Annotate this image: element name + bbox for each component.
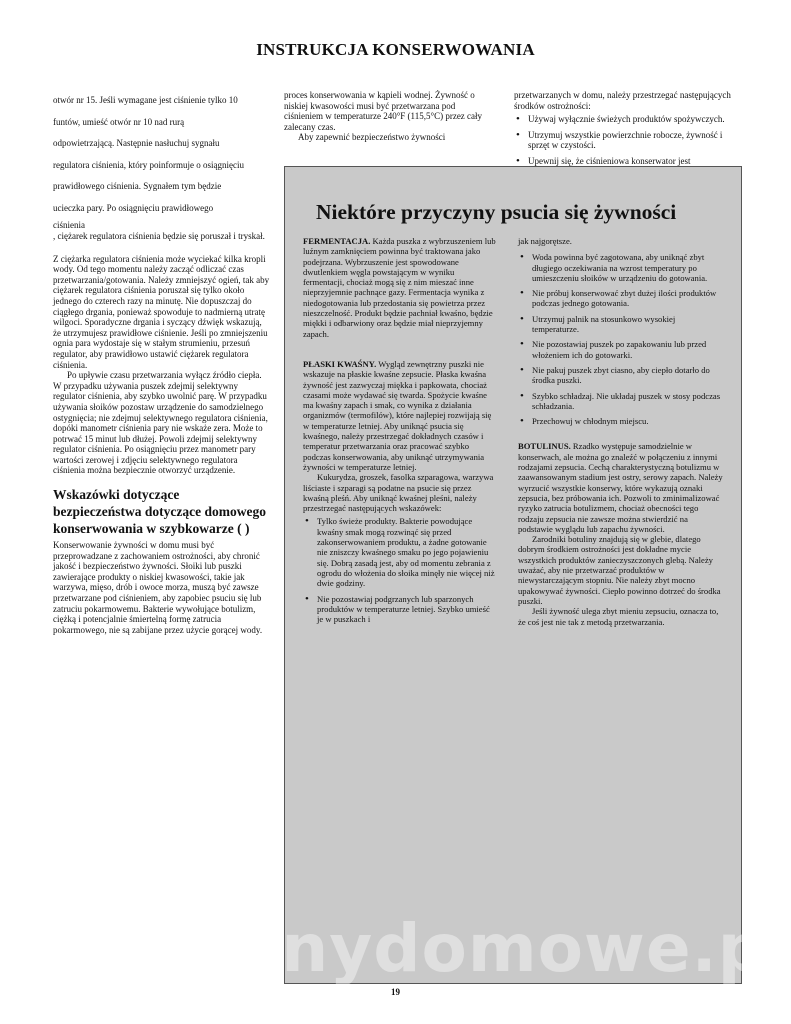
list-item: • Nie pakuj puszek zbyt ciasno, aby ciepło dotarło do środka puszki. — [518, 365, 724, 386]
list-item: • Nie pozostawiaj podgrzanych lub sparzonych produktów w temperaturze letniej. Szybko umieść je w puszkach i — [303, 594, 497, 625]
right-column — [514, 90, 740, 172]
text-line: otwór nr 15. Jeśli wymagane jest ciśnienie tylko 10 — [53, 95, 238, 105]
paragraph: Z ciężarka regulatora ciśnienia może wyciekać kilka kropli wody. Od tego momentu należy zacząć odliczać czas przetwarzania/gotowania. Należy zmniejszyć ogień, tak aby ciężarek regulatora ciśnienia poruszał się tylko około jednego do czterech razy na minutę. Nie dopuszczaj do ciągłego drgania, ponieważ spowoduje to nadmierną utratę wilgoci. Sporadyczne drgania i syczący dźwięk wskazują, że utrzymujesz prawidłowe ciśnienie. Jeśli po zmniejszeniu ognia para wydostaje się w stałym strumieniu, przesuń regulator, aby prawidłowo ustawić ciężarek regulatora ciśnienia. — [53, 253, 270, 370]
paragraph: Po upływie czasu przetwarzania wyłącz źródło ciepła. W przypadku używania puszek zdejmij selektywny regulator ciśnienia, aby szybko uwolnić parę. W przypadku używania słoików pozostaw urządzenie do samodzielnego ostygnięcia; nie zdejmuj selektywnego regulatora ciśnienia, dopóki manometr ciśnienia pary nie wskaże zera. Może to potrwać 15 minut lub dłużej. Powoli zdejmij selektywny regulator ciśnienia. Po osiągnięciu przez manometr pary wartości zerowej i zdjęciu selektywnego regulatora ciśnienia można bezpiecznie otworzyć urządzenie. — [53, 370, 268, 476]
list-item: • Upewnij się, że ciśnieniowa konserwator jest — [514, 156, 740, 167]
text-line: ucieczka pary. Po osiągnięciu prawidłowego — [53, 202, 214, 213]
sour-mold-list — [303, 516, 497, 624]
fermentation-label: FERMENTACJA. — [303, 236, 371, 246]
paragraph: przetwarzanych w domu, należy przestrzegać następujących środków ostrożności: — [514, 90, 731, 111]
paragraph: proces konserwowania w kąpieli wodnej. Żywność o niskiej kwasowości musi być przetwarzana pod ciśnieniem w temperaturze 240°F (115,5°C) przez cały zalecany czas. — [284, 90, 483, 132]
list-item: • Przechowuj w chłodnym miejscu. — [518, 416, 724, 426]
paragraph: Jeśli żywność ulega zbyt mieniu zepsuciu, oznacza to, że coś jest nie tak z metodą przetwarzania. — [518, 606, 719, 627]
intro-lines — [53, 90, 271, 231]
list-item: • Tylko świeże produkty. Bakterie powodujące kwaśny smak mogą rozwinąć się przed zakonserwowaniem produktu, a żadne gotowanie nie zniszczy kwaśnego smaku po jego pojawieniu się. Dobrą zasadą jest, aby od momentu zebrania z ogrodu do włożenia do słoika minęły nie więcej niż dwie godziny. — [303, 516, 497, 588]
section-heading: Wskazówki dotyczące bezpieczeństwa dotyczące domowego konserwowania w szybkowarze ( ) — [53, 487, 266, 537]
middle-column — [284, 90, 494, 143]
text-line: ciśnienia — [53, 220, 85, 230]
precautions-list — [514, 114, 740, 166]
list-item: • Utrzymuj palnik na stosunkowo wysokiej temperaturze. — [518, 314, 724, 335]
paragraph: Zarodniki botuliny znajdują się w glebie, dlatego dobrym środkiem ostrożności jest dokładne mycie wszystkich produktów zanieczyszczonych glebą. Należy uważać, aby nie przetwarzać produktów w niewystarczającym stopniu. Nie należy zbyt mocno upakowywać żywności. Ciepło powinno dotrzeć do środka puszki. — [518, 534, 721, 606]
list-item: • Szybko schładzaj. Nie układaj puszek w stosy podczas schładzania. — [518, 391, 724, 412]
box-title: Niektóre przyczyny psucia się żywności — [316, 200, 677, 224]
botulinus-label: BOTULINUS. — [518, 441, 571, 452]
left-column — [53, 90, 271, 635]
tips-list — [518, 252, 724, 426]
paragraph — [518, 441, 724, 534]
paragraph: jak najgorętsze. — [518, 236, 572, 246]
list-item: • Nie pozostawiaj puszek po zapakowaniu lub przed włożeniem ich do gotowarki. — [518, 339, 724, 360]
flat-sour-text: Wygląd zewnętrzny puszki nie wskazuje na płaskie kwaśne zepsucie. Płaska kwaśna żywność jest zazwyczaj miękka i papkowata, chociaż czasami może wydawać się twarda. Spożycie kwaśne ma kwaśny zapach i smak, co wynika z działania organizmów (termofilów), które najlepiej rozwijają się w temperaturze letniej. Aby uniknąć psucia się kwaśnego, należy przestrzegać dokładnych czasów i temperatur przetwarzania oraz pracować szybko podczas konserwowania, aby uniknąć utrzymywania żywności w temperaturze letniej. — [303, 358, 492, 472]
list-item: • Utrzymuj wszystkie powierzchnie robocze, żywność i sprzęt w czystości. — [514, 130, 740, 151]
paragraph: Aby zapewnić bezpieczeństwo żywności — [298, 132, 446, 143]
paragraph: , ciężarek regulatora ciśnienia będzie się poruszał i tryskał. — [53, 231, 265, 241]
text-line: funtów, umieść otwór nr 10 nad rurą — [53, 116, 185, 127]
page-number: 19 — [391, 987, 400, 997]
fermentation-text: Każda puszka z wybrzuszeniem lub luźnym zamknięciem powinna być traktowana jako podejrzana. Wybrzuszenie jest spowodowane dwutlenkiem węgla powstającym w wyniku fermentacji, chociaż mogą się z nim mieszać inne nieprzyjemnie pachnące gazy. Fermentacja wynika z niedogotowania lub przedostania się powietrza przez nieszczelność. Produkt będzie pachniał kwaśno, będzie miękki i odbarwiony oraz będzie miał nieprzyjemny zapach. — [303, 236, 496, 339]
botulinus-text: Rzadko występuje samodzielnie w konserwach, ale można go znaleźć w połączeniu z innymi rodzajami zepsucia. Cechą charakterystyczną botulizmu w zaawansowanym stadium jest ostry, serowy zapach. Należy wyrzucić wszystkie konserwy, które wykazują oznaki zepsucia, bez próbowania ich. Pozwoli to zminimalizować ryzyko zatrucia botulizmem, chociaż obecności tego rodzaju zepsucia nie zawsze można stwierdzić na podstawie wyglądu lub zapachu żywności. — [518, 441, 723, 534]
list-item: • Nie próbuj konserwować zbyt dużej ilości produktów podczas jednego gotowania. — [518, 288, 724, 309]
list-item: • Woda powinna być zagotowana, aby uniknąć zbyt długiego oczekiwania na wzrost temperatury po umieszczeniu słoików w urządzeniu do gotowania. — [518, 252, 724, 283]
box-left-column — [303, 236, 497, 629]
paragraph — [303, 236, 497, 339]
watermark: wedlinydomowe.pl — [78, 910, 790, 987]
paragraph: Kukurydza, groszek, fasolka szparagowa, warzywa liściaste i szparagi są podatne na psucie się przez kwaśną pleśń. Aby uniknąć kwaśnej pleśni, należy przestrzegać następujących wskazówek: — [303, 472, 494, 514]
box-right-column — [518, 236, 724, 627]
paragraph — [303, 359, 497, 472]
paragraph: Konserwowanie żywności w domu musi być przeprowadzane z zachowaniem ostrożności, aby chronić jakość i bezpieczeństwo żywności. Słoiki lub puszki zawierające produkty o niskiej kwasowości, takie jak warzywa, mięso, drób i owoce morza, muszą być zawsze przetwarzane pod ciśnieniem, aby zapobiec psuciu się lub zatruciu pokarmowemu. Bakterie wywołujące botulizm, ciężką i potencjalnie śmiertelną formę zatrucia pokarmowego, nie są zabijane przez użycie gorącej wody. — [53, 540, 263, 635]
text-line: regulatora ciśnienia, który poinformuje o osiągnięciu — [53, 159, 244, 170]
text-line: prawidłowego ciśnienia. Sygnałem tym będzie — [53, 181, 222, 191]
text-line: odpowietrzającą. Następnie nasłuchuj sygnału — [53, 138, 220, 148]
page-header-title: INSTRUKCJA KONSERWOWANIA — [256, 40, 535, 59]
list-item: • Używaj wyłącznie świeżych produktów spożywczych. — [514, 114, 740, 125]
flat-sour-label: PŁASKI KWAŚNY. — [303, 358, 377, 369]
